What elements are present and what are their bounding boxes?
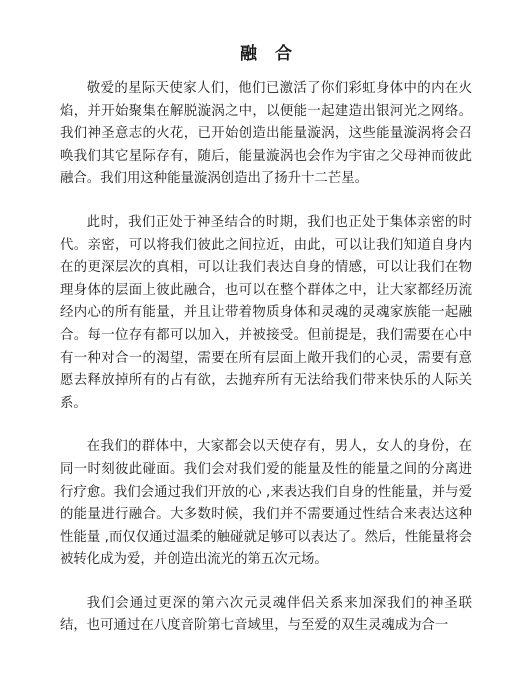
paragraph-3: 在我们的群体中，大家都会以天使存有，男人，女人的身份，在同一时刻彼此碰面。我们会对我们爱的能量及性的能量之间的分离进行疗愈。我们会通过我们开放的心 ,来表达我们自身的性能量，并与爱的能量进行融合。大多数时候，我们并不需要通过性结合来表达这种性能量 ,而仅仅通过温柔的触碰就足够可以表达了。然后，性能量将会被转化成为爱，并创造出流光的第五次元场。: [60, 439, 472, 568]
document-title: 融 合: [240, 44, 298, 64]
paragraph-2: 此时，我们正处于神圣结合的时期，我们也正处于集体亲密的时代。亲密，可以将我们彼此之间拉近，由此，可以让我们知道自身内在的更深层次的真相，可以让我们表达自身的情感，可以让我们在物理身体的层面上彼此融合，也可以在整个群体之中，让大家都经历流经内心的所有能量，并且让带着物质身体和灵魂的灵魂家族能一起融合。每一位存有都可以加入，并被接受。但前提是，我们需要在心中有一种对合一的渴望，需要在所有层面上敞开我们的心灵，需要有意愿去释放掉所有的占有欲，去抛弃所有无法给我们带来快乐的人际关系。: [60, 214, 472, 411]
paragraph-1: 敬爱的星际天使家人们，他们已激活了你们彩虹身体中的内在火焰，并开始聚集在解脱漩涡之中，以便能一起建造出银河光之网络。我们神圣意志的火花，已开始创造出能量漩涡，这些能量漩涡将会召唤我们其它星际存有，随后，能量漩涡也会作为宇宙之父母神而彼此融合。我们用这种能量漩涡创造出了扬升十二芒星。: [60, 81, 472, 187]
paragraph-4: 我们会通过更深的第六次元灵魂伴侣关系来加深我们的神圣联结，也可通过在八度音阶第七音域里，与至爱的双生灵魂成为合一: [60, 595, 472, 634]
